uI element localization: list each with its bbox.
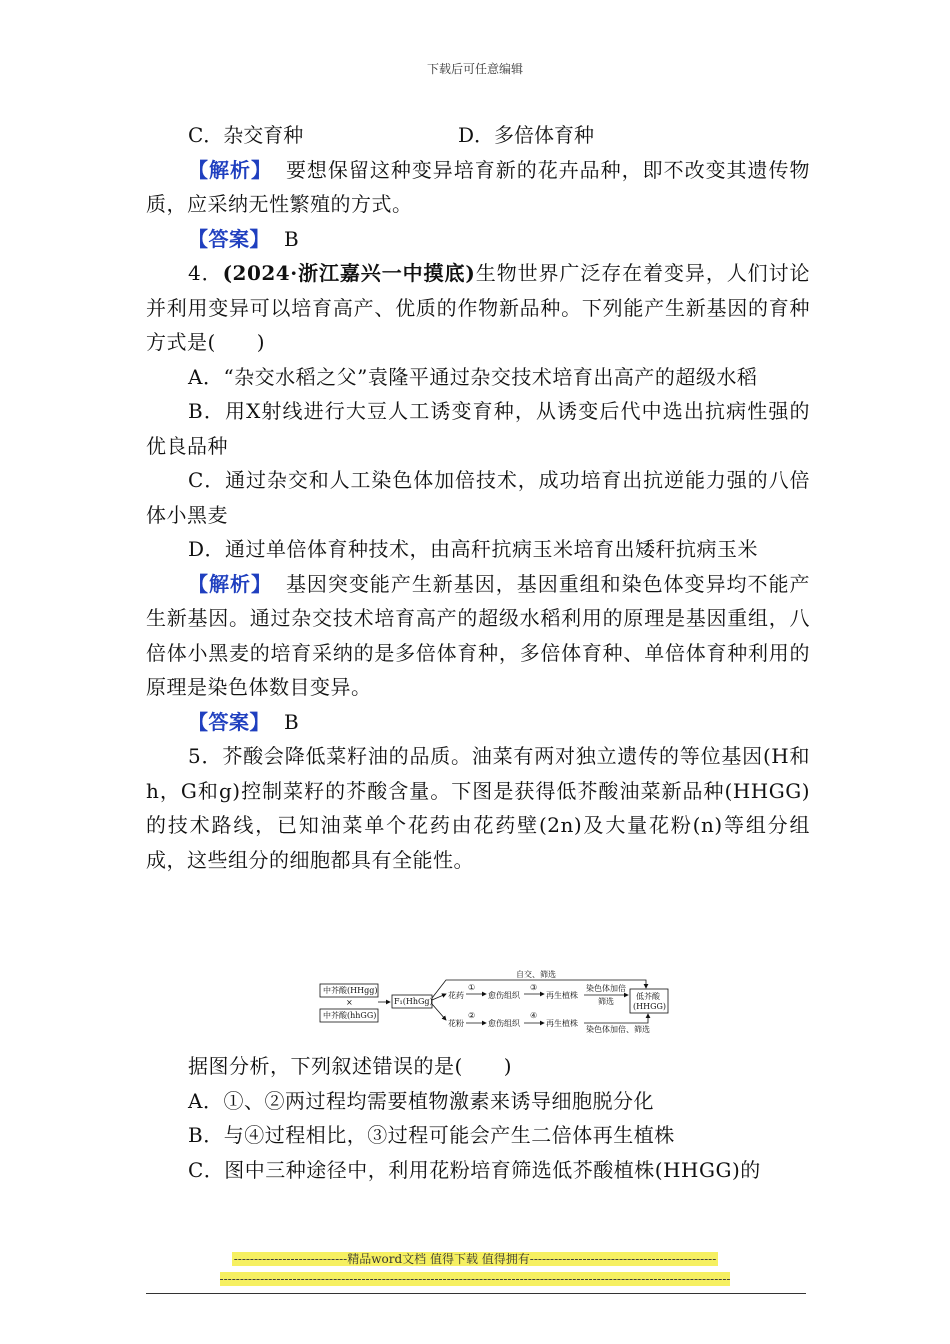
question-4	[146, 256, 810, 360]
q5-question: 据图分析，下列叙述错误的是( )	[188, 1054, 513, 1078]
q5-option-b: B．与④过程相比，③过程可能会产生二倍体再生植株	[188, 1123, 675, 1147]
prev-analysis	[146, 153, 810, 222]
q5-option-c: C．图中三种途径中，利用花粉培育筛选低芥酸植株(HHGG)的	[188, 1157, 761, 1182]
footer-text-2: ------------------------------------------------------------------------------------------------------------------------------	[219, 1272, 731, 1286]
parent1-label: 中芥酸(HHgg)	[323, 986, 378, 995]
q4-answer-label: 【答案】	[188, 709, 270, 734]
q4-option-a: A．“杂交水稻之父”袁隆平通过杂交技术培育出高产的超级水稻	[188, 364, 758, 389]
question-5: 5．芥酸会降低菜籽油的品质。油菜有两对独立遗传的等位基因(H和h，G和g)控制菜籽的芥酸含量。下图是获得低芥酸油菜新品种(HHGG)的技术路线，已知油菜单个花药由花药壁(2n)及大量花粉(n)等组分组成，这些组分的细胞都具有全能性。	[146, 744, 810, 872]
step-4: ④	[530, 1011, 538, 1020]
regen-label-top: 再生植株	[546, 991, 578, 1000]
q4-option-c: C．通过杂交和人工染色体加倍技术，成功培育出抗逆能力强的八倍体小黑麦	[146, 468, 810, 527]
result-top: 低芥酸	[636, 992, 660, 1001]
answer-label: 【答案】	[188, 226, 270, 251]
analysis-label: 【解析】	[188, 157, 272, 182]
double-label: 染色体加倍	[586, 984, 626, 993]
footer-line-1	[0, 1250, 950, 1267]
callus-label-top: 愈伤组织	[488, 991, 520, 1000]
q4-answer-value: B	[284, 709, 300, 734]
q4-option-d: D．通过单倍体育种技术，由高秆抗病玉米培育出矮秆抗病玉米	[188, 537, 759, 561]
q5-continued	[146, 1049, 810, 1187]
callus-label-bottom: 愈伤组织	[488, 1019, 520, 1028]
q4-analysis	[146, 567, 810, 705]
step-2: ②	[468, 1011, 476, 1020]
result-bottom: (HHGG)	[633, 1002, 666, 1011]
step-1: ①	[468, 983, 476, 992]
header-note: 下载后可任意编辑	[426, 62, 523, 76]
q4-number: 4．	[188, 261, 223, 285]
q4-answer	[146, 705, 810, 740]
option-c-prev: C．杂交育种	[188, 123, 304, 147]
q4-analysis-text: 基因突变能产生新基因，基因重组和染色体变异均不能产生新基因。通过杂交技术培育高产的超级水稻利用的原理是基因重组，八倍体小黑麦的培育采纳的是多倍体育种，多倍体育种、单倍体育种利用的原理是染色体数目变异。	[146, 571, 811, 699]
pollen-label: 花粉	[448, 1019, 464, 1028]
footer-line-2	[0, 1272, 950, 1286]
diagram-svg	[316, 968, 682, 1038]
prev-analysis-text: 要想保留这种变异培育新的花卉品种，即不改变其遗传物质，应采纳无性繁殖的方式。	[146, 157, 811, 216]
option-d-prev: D．多倍体育种	[458, 123, 595, 147]
prev-answer-value: B	[284, 226, 300, 251]
regen-label-bottom: 再生植株	[546, 1019, 578, 1028]
footer-rule	[146, 1293, 806, 1294]
anther-label: 花药	[448, 991, 464, 1000]
cross-symbol: ×	[346, 998, 353, 1007]
footer-text-1: ----------------------------精品word文档 值得下载 值得拥有----------------------------------------------	[233, 1252, 717, 1266]
double-screen-label: 染色体加倍、筛选	[586, 1025, 650, 1034]
q4-analysis-label: 【解析】	[188, 571, 272, 596]
q4-option-b: B．用X射线进行大豆人工诱变育种，从诱变后代中选出抗病性强的优良品种	[146, 399, 810, 458]
top-route-label: 自交、筛选	[516, 970, 556, 979]
f1-label: F₁(HhGg)	[394, 997, 433, 1006]
parent2-label: 中芥酸(hhGG)	[323, 1011, 377, 1020]
q5-option-a: A．①、②两过程均需要植物激素来诱导细胞脱分化	[188, 1088, 654, 1113]
document-body	[146, 118, 810, 877]
q4-source: (2024·浙江嘉兴一中摸底)	[222, 261, 476, 285]
prev-options-cd	[146, 118, 810, 153]
prev-answer	[146, 222, 810, 257]
screen-label: 筛选	[598, 997, 614, 1006]
breeding-route-diagram	[316, 968, 682, 1038]
q4-stem: 生物世界广泛存在着变异，人们讨论并利用变异可以培育高产、优质的作物新品种。下列能产生新基因的育种方式是( )	[146, 261, 810, 354]
step-3: ③	[530, 983, 538, 992]
